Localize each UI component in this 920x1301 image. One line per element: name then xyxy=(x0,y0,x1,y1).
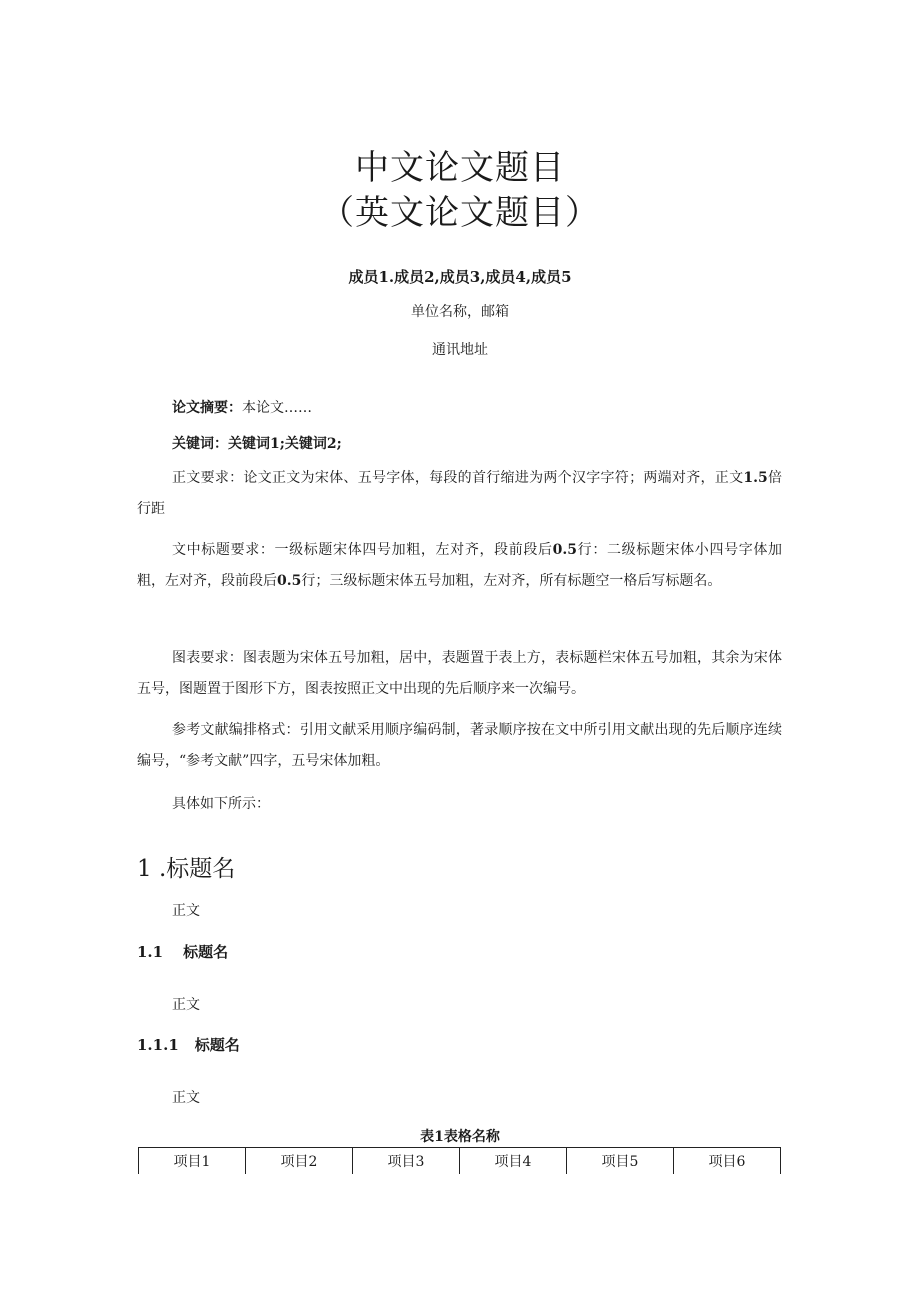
spacing-value-2: 0.5 xyxy=(277,573,302,589)
heading-requirement-part-1: 文中标题要求：一级标题宋体四号加粗，左对齐，段前段后 xyxy=(172,542,553,558)
reference-format-requirement: 参考文献编排格式：引用文献采用顺序编码制，著录顺序按在文中所引用文献出现的先后顺序连续编号，“参考文献”四字，五号宋体加粗。 xyxy=(137,722,782,769)
paper-title-english: （英文论文题目） xyxy=(320,193,600,233)
body-text-3: 正文 xyxy=(172,1090,200,1106)
line-spacing-unit: 倍行距 xyxy=(137,470,783,517)
line-spacing-value: 1.5 xyxy=(743,470,768,486)
body-format-requirement xyxy=(137,463,782,525)
body-text-2: 正文 xyxy=(172,997,200,1013)
table-header-cell: 项目3 xyxy=(353,1148,460,1175)
abstract-line xyxy=(172,397,312,417)
heading-requirement-part-2: 行：二级标题宋体小四号字体加粗，左对齐，段前段后 xyxy=(137,542,783,589)
paper-title-chinese: 中文论文题目 xyxy=(355,148,565,188)
keywords-line xyxy=(172,433,342,453)
heading-requirement-part-3: 行；三级标题宋体五号加粗，左对齐，所有标题空一格后写标题名。 xyxy=(301,573,722,589)
example-intro: 具体如下所示： xyxy=(172,796,270,812)
keywords-text: 关键词1;关键词2; xyxy=(228,436,342,452)
heading-level-1: 1 .标题名 xyxy=(137,856,236,882)
heading-level-3-number: 1.1.1 xyxy=(137,1036,179,1054)
body-text-1: 正文 xyxy=(172,903,200,919)
mailing-address: 通讯地址 xyxy=(432,342,488,358)
affiliation: 单位名称，邮箱 xyxy=(411,304,509,320)
table-header-cell: 项目4 xyxy=(460,1148,567,1175)
table-header-cell: 项目1 xyxy=(139,1148,246,1175)
body-format-text: 正文要求：论文正文为宋体、五号字体，每段的首行缩进为两个汉字字符；两端对齐，正文 xyxy=(172,470,744,486)
heading-level-2-number: 1.1 xyxy=(137,943,164,961)
author-list: 成员1.成员2,成员3,成员4,成员5 xyxy=(348,268,572,286)
abstract-label: 论文摘要： xyxy=(172,400,242,416)
spacing-value-1: 0.5 xyxy=(552,542,578,558)
heading-level-3-title: 标题名 xyxy=(194,1036,240,1054)
table-header-cell: 项目5 xyxy=(567,1148,674,1175)
table-header-cell: 项目6 xyxy=(674,1148,781,1175)
heading-level-2-title: 标题名 xyxy=(183,943,229,961)
figure-table-requirement: 图表要求：图表题为宋体五号加粗，居中，表题置于表上方，表标题栏宋体五号加粗，其余为宋体五号，图题置于图形下方，图表按照正文中出现的先后顺序来一次编号。 xyxy=(137,650,782,697)
table-header-cell: 项目2 xyxy=(246,1148,353,1175)
table-caption: 表1表格名称 xyxy=(420,1129,500,1145)
keywords-label: 关键词： xyxy=(172,436,228,452)
heading-level-2 xyxy=(137,941,228,962)
heading-level-3 xyxy=(137,1034,240,1055)
heading-format-requirement xyxy=(137,535,782,597)
abstract-text: 本论文…… xyxy=(242,400,312,416)
table-header-row xyxy=(139,1148,781,1175)
data-table xyxy=(138,1147,781,1174)
